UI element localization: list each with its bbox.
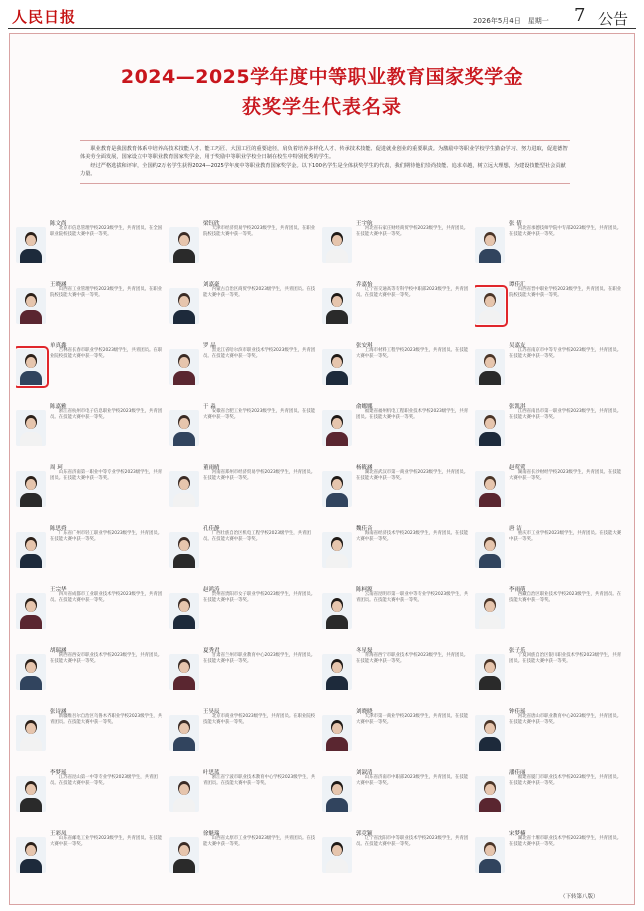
student-description: 广西壮族自治区机电工程学校2023级学生，共青团员。在技能大赛中获一等奖。 [203, 531, 311, 543]
student-name: 郭竞颖 [356, 831, 373, 837]
student-photo [475, 715, 505, 751]
student-card [322, 401, 475, 450]
student-card [16, 218, 169, 267]
headline-line-2: 获奖学生代表名录 [241, 96, 402, 118]
student-description: 浙江省宁波市职业技术教育中心学校2023级学生，共青团员。在技能大赛中获一等奖。 [203, 775, 316, 787]
student-name: 刘嘉豪 [203, 282, 220, 288]
student-card [169, 828, 322, 877]
student-photo [322, 227, 352, 263]
student-name: 冬星磊 [356, 648, 373, 654]
student-name: 胡瑞涵 [50, 648, 67, 654]
student-description: 辽宁省交通高等专科学校中职部2023级学生，共青团员。在技能大赛中获一等奖。 [356, 287, 469, 299]
student-photo [169, 349, 199, 385]
student-photo [16, 471, 46, 507]
student-photo [475, 288, 505, 324]
student-card [475, 584, 628, 633]
student-description: 江西省南昌市第一职业学校2023级学生，共青团员。在技能大赛中获一等奖。 [509, 409, 622, 421]
issue-date: 2026年5月4日 星期一 [473, 17, 549, 25]
student-card [169, 340, 322, 389]
student-name: 陈柯源 [356, 587, 373, 593]
student-name: 俞娜娜 [356, 404, 373, 410]
student-card [169, 279, 322, 328]
student-description: 西藏自治区职业技术学校2023级学生，共青团员。在技能大赛中获一等奖。 [509, 592, 622, 604]
student-photo [169, 654, 199, 690]
student-card [169, 645, 322, 694]
student-photo [16, 654, 46, 690]
student-description: 吉林省长春市职业学校2023级学生，共青团员。在职业院校技能大赛中获一等奖。 [50, 348, 163, 360]
student-photo [322, 410, 352, 446]
student-description: 辽宁省沈阳市中等职业技术学校2023级学生，共青团员。在技能大赛中获一等奖。 [356, 836, 469, 848]
student-description: 青海省西宁市职业技术学校2023级学生，共青团员。在技能大赛中获一等奖。 [356, 653, 469, 665]
student-description: 陕西省西安市职业技术学校2023级学生，共青团员。在技能大赛中获一等奖。 [50, 653, 163, 665]
student-card [16, 767, 169, 816]
student-name: 刘晓晓 [356, 709, 373, 715]
student-photo [16, 593, 46, 629]
student-photo [475, 471, 505, 507]
student-card [475, 218, 628, 267]
student-description: 新疆维吾尔自治区乌鲁木齐职业学校2023级学生，共青团员。在技能大赛中获一等奖。 [50, 714, 163, 726]
student-photo [16, 410, 46, 446]
student-card [322, 767, 475, 816]
student-name: 罗 晶 [203, 343, 216, 349]
student-description: 上海市材料工程学校2023级学生，共青团员。在技能大赛中获一等奖。 [356, 348, 469, 360]
student-description: 山东省济南第一职业中等专业学校2023级学生，共青团员。在技能大赛中获一等奖。 [50, 470, 163, 482]
student-name: 张子乐 [509, 648, 526, 654]
student-description: 河南省郑州市经济贸易学校2023级学生，共青团员。在技能大赛中获一等奖。 [203, 470, 316, 482]
student-card [475, 767, 628, 816]
student-card [16, 706, 169, 755]
student-name: 赵鸿涛 [203, 587, 220, 593]
student-photo [475, 410, 505, 446]
student-photo [16, 288, 46, 324]
student-name: 孔佳静 [203, 526, 220, 532]
student-description: 河北省唐山市职业教育中心2023级学生，共青团员。在技能大赛中获一等奖。 [509, 714, 622, 726]
student-description: 黑龙江省哈尔滨市职业技术学校2023级学生，共青团员。在技能大赛中获一等奖。 [203, 348, 316, 360]
student-photo [322, 776, 352, 812]
section-name: 公告 [598, 10, 629, 28]
student-description: 甘肃省兰州市职业教育中心2023级学生，共青团员。在技能大赛中获一等奖。 [203, 653, 316, 665]
student-name: 刘淑清 [356, 770, 373, 776]
student-card [16, 584, 169, 633]
student-card [322, 340, 475, 389]
student-description: 河北省石家庄财经商贸学校2023级学生，共青团员。在技能大赛中获一等奖。 [356, 226, 469, 238]
student-card [322, 523, 475, 572]
student-name: 徐魁瑞 [203, 831, 220, 837]
student-name: 张安琪 [356, 343, 373, 349]
student-card [475, 279, 628, 328]
student-description: 山东省邮电工业学校2023级学生，共青团员。在技能大赛中获一等奖。 [50, 836, 163, 848]
student-photo [475, 776, 505, 812]
student-description: 贵州省贵阳市女子职业学校2023级学生，共青团员。在技能大赛中获一等奖。 [203, 592, 316, 604]
student-description: 安徽省合肥工业学校2023级学生，共青团员。在技能大赛中获一等奖。 [203, 409, 316, 421]
student-description: 湖北省十堰市职业技术学校2023级学生，共青团员。在技能大赛中获一等奖。 [509, 836, 622, 848]
student-photo [169, 288, 199, 324]
student-photo [475, 532, 505, 568]
student-card [16, 401, 169, 450]
student-description: 湖北省武汉市第一商业学校2023级学生，共青团员。在技能大赛中获一等奖。 [356, 470, 469, 482]
student-photo [169, 837, 199, 873]
student-description: 重庆市工业学校2023级学生，共青团员。在技能大赛中获一等奖。 [509, 531, 622, 543]
student-description: 江苏省南京市中等专业学校2023级学生，共青团员。在技能大赛中获一等奖。 [509, 348, 622, 360]
student-card [475, 828, 628, 877]
student-name: 钟佳瑶 [509, 709, 526, 715]
student-description: 江苏省昆山第一中等专业学校2023级学生，共青团员。在技能大赛中获一等奖。 [50, 775, 158, 787]
student-card [322, 645, 475, 694]
student-card [16, 523, 169, 572]
student-card [475, 706, 628, 755]
student-card [169, 401, 322, 450]
student-description: 宁夏回族自治区银川职业技术学校2023级学生，共青团员。在技能大赛中获一等奖。 [509, 653, 622, 665]
student-photo [475, 593, 505, 629]
student-photo [322, 715, 352, 751]
student-card [169, 462, 322, 511]
student-description: 山西省晋中职业学校2023级学生，共青团员。在职业院校技能大赛中获一等奖。 [509, 287, 622, 299]
student-name: 张诗涵 [50, 709, 67, 715]
student-name: 谭佳汇 [509, 282, 526, 288]
student-photo [322, 288, 352, 324]
student-photo [169, 227, 199, 263]
student-card [16, 645, 169, 694]
student-name: 陈文尚 [50, 221, 67, 227]
headline-line-1: 2024—2025学年度中等职业教育国家奖学金 [120, 66, 524, 88]
student-photo [169, 532, 199, 568]
student-card [475, 462, 628, 511]
student-name: 董雨晴 [203, 465, 220, 471]
student-name: 叶思蓝 [203, 770, 220, 776]
student-description: 广东省广州市轻工职业学校2023级学生，共青团员。在技能大赛中获一等奖。 [50, 531, 163, 543]
student-photo [475, 227, 505, 263]
student-description: 天津市经济贸易学校2023级学生，共青团员。在职业院校技能大赛中获一等奖。 [203, 226, 316, 238]
student-description: 云南省昆明市第一职业中等专业学校2023级学生，共青团员。在技能大赛中获一等奖。 [356, 592, 469, 604]
student-name: 张 倩 [509, 221, 522, 227]
student-description: 福建省厦门市职业技术学校2023级学生，共青团员。在技能大赛中获一等奖。 [509, 775, 622, 787]
student-card [322, 218, 475, 267]
student-description: 内蒙古自治区商贸学校2023级学生，共青团员。在技能大赛中获一等奖。 [203, 287, 316, 299]
student-photo [475, 349, 505, 385]
student-card [322, 279, 475, 328]
student-card [169, 218, 322, 267]
student-card [322, 706, 475, 755]
student-photo [169, 715, 199, 751]
masthead [8, 4, 636, 30]
student-name: 周 珂 [50, 465, 63, 471]
student-description: 福建省福州机电工程职业技术学校2023级学生，共青团员。在技能大赛中获一等奖。 [356, 409, 469, 421]
student-name: 王宗华 [50, 587, 67, 593]
student-photo [322, 471, 352, 507]
intro-text [80, 140, 570, 184]
student-name: 王宇航 [356, 221, 373, 227]
student-description: 北京市商业学校2023级学生，共青团员。在职业院校技能大赛中获一等奖。 [203, 714, 316, 726]
student-description: 山东省济南市中职部2023级学生，共青团员。在技能大赛中获一等奖。 [356, 775, 469, 787]
student-name: 赵莺莺 [509, 465, 526, 471]
student-photo [322, 349, 352, 385]
student-description: 海南省经济技术学校2023级学生，共青团员。在技能大赛中获一等奖。 [356, 531, 469, 543]
student-name: 王昊辰 [203, 709, 220, 715]
student-description: 浙江省杭州市电子信息职业学校2023级学生，共青团员。在技能大赛中获一等奖。 [50, 409, 163, 421]
student-name: 唐 洁 [509, 526, 522, 532]
student-name: 陈思舜 [50, 526, 67, 532]
student-name: 吴嘉友 [509, 343, 526, 349]
student-card [169, 523, 322, 572]
student-card [16, 279, 169, 328]
student-photo [16, 837, 46, 873]
student-name: 潘佳丽 [509, 770, 526, 776]
student-name: 夏秀君 [203, 648, 220, 654]
student-description: 天津市第一商业学校2023级学生，共青团员。在技能大赛中获一等奖。 [356, 714, 469, 726]
student-name: 魏佳音 [356, 526, 373, 532]
student-photo [169, 593, 199, 629]
student-card [322, 584, 475, 633]
student-photo [322, 532, 352, 568]
student-photo [16, 532, 46, 568]
student-description: 山西省工业管理学校2023级学生，共青团员。在职业院校技能大赛中获一等奖。 [50, 287, 163, 299]
student-card [16, 828, 169, 877]
student-name: 杨筱涵 [356, 465, 373, 471]
student-photo [322, 837, 352, 873]
continued-note: （下转第八版） [560, 894, 599, 900]
student-photo [169, 776, 199, 812]
student-name: 乔嘉怡 [356, 282, 373, 288]
student-photo [322, 593, 352, 629]
student-card [16, 340, 169, 389]
student-description: 河北省承德技师学院中专部2023级学生，共青团员。在技能大赛中获一等奖。 [509, 226, 622, 238]
student-photo [475, 837, 505, 873]
student-card [169, 584, 322, 633]
student-name: 张凯淇 [509, 404, 526, 410]
student-grid [16, 218, 628, 888]
student-name: 宋梦楠 [509, 831, 526, 837]
student-description: 湖南省长沙财经学校2023级学生，共青团员。在技能大赛中获一等奖。 [509, 470, 622, 482]
student-card [475, 645, 628, 694]
student-name: 李梦瑶 [50, 770, 67, 776]
masthead-divider [8, 28, 636, 29]
student-card [322, 462, 475, 511]
student-description: 四川省成都市工业职业技术学校2023级学生，共青团员。在技能大赛中获一等奖。 [50, 592, 163, 604]
student-card [475, 523, 628, 572]
student-card [16, 462, 169, 511]
student-card [169, 767, 322, 816]
student-name: 梁钰欣 [203, 221, 220, 227]
student-card [322, 828, 475, 877]
student-name: 王彩凤 [50, 831, 67, 837]
student-card [475, 340, 628, 389]
student-photo [16, 715, 46, 751]
student-photo [16, 227, 46, 263]
student-photo [475, 654, 505, 690]
student-name: 陈嘉雅 [50, 404, 67, 410]
student-name: 王晓涵 [50, 282, 67, 288]
student-name: 李雨萌 [509, 587, 526, 593]
student-card [475, 401, 628, 450]
student-description: 北京市信息管理学校2023级学生，共青团员。在全国职业院校技能大赛中获一等奖。 [50, 226, 163, 238]
student-name: 于 淼 [203, 404, 216, 410]
student-card [169, 706, 322, 755]
intro-paragraph-2: 经过严格选拔和评审，全国约2万名学生获得2024—2025学年度中等职业教育国家奖学金。以下100名学生是全体获奖学生的代表，我们期待他们崇尚技能、追求卓越，树立远大理想，为建设技能型社会贡献力量。 [80, 163, 566, 177]
intro-paragraph-1: 职业教育是我国教育体系中培养高技术技能人才、能工巧匠、大国工匠的重要途径，肩负着培养多样化人才、传承技术技能、促进就业创业的重要职责。为激励中等职业学校学生勤奋学习、努力进取，促进德智体美劳全面发展，国家设立中等职业教育国家奖学金，用于奖励中等职业学校全日制在校生中特别优秀的学生。 [80, 146, 568, 160]
student-photo [169, 471, 199, 507]
newspaper-logo: 人民日报 [12, 8, 77, 26]
student-name: 单真鑫 [50, 343, 67, 349]
student-photo [322, 654, 352, 690]
student-photo [169, 410, 199, 446]
student-description: 山西省太原市工业学校2023级学生，共青团员。在技能大赛中获一等奖。 [203, 836, 316, 848]
page-number: 7 [574, 5, 586, 26]
student-photo [16, 349, 46, 385]
student-photo [16, 776, 46, 812]
